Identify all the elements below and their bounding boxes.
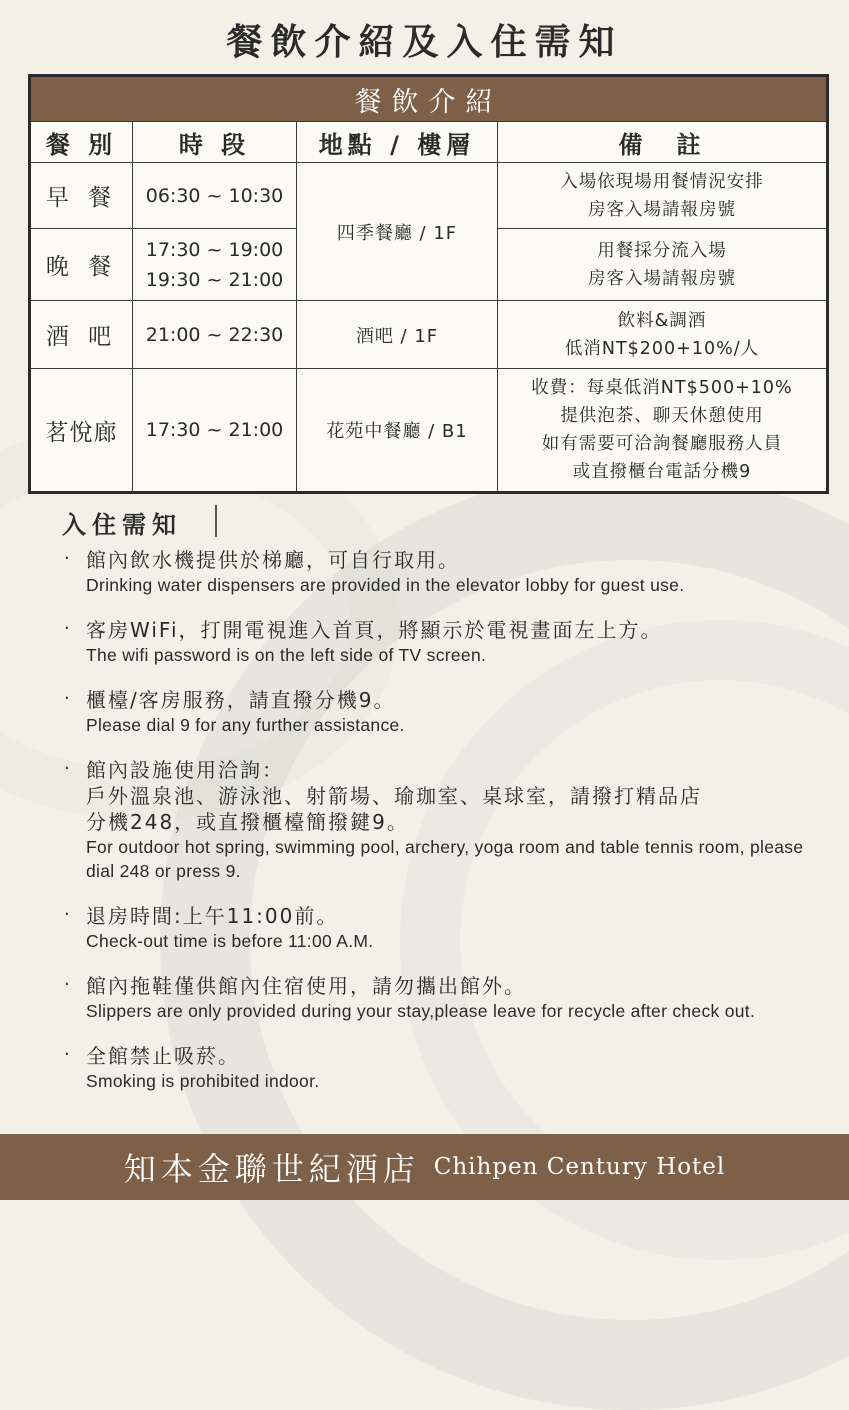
table-row (30, 163, 828, 229)
bullet: · (64, 904, 70, 925)
item-zh: 館內設施使用洽詢： (86, 758, 284, 782)
item-en: Check-out time is before 11:00 A.M. (86, 931, 374, 951)
note-line: 收費：每桌低消NT$500+10% (531, 378, 793, 398)
bullet: · (64, 758, 70, 779)
item-en: Drinking water dispensers are provided in the elevator lobby for guest use. (86, 575, 685, 595)
location-chinese-restaurant: 花苑中餐廳 / B1 (297, 369, 498, 493)
note-line: 房客入場請報房號 (588, 199, 736, 220)
list-item (64, 757, 804, 883)
location-shared: 四季餐廳 / 1F (297, 163, 498, 301)
table-row (30, 301, 828, 369)
note-line: 飲料&調酒 (617, 310, 707, 331)
item-en: The wifi password is on the left side of TV screen. (86, 645, 487, 665)
time-slot: 17:30 ~ 19:00 (145, 238, 284, 261)
time-slot: 21:00 ~ 22:30 (145, 323, 284, 346)
note-line: 入場依現場用餐情況安排 (560, 171, 764, 192)
header-notes: 備 註 (498, 122, 828, 163)
location-bar: 酒吧 / 1F (297, 301, 498, 369)
item-en: Please dial 9 for any further assistance. (86, 715, 405, 735)
list-item (64, 687, 804, 737)
item-zh: 館內飲水機提供於梯廳，可自行取用。 (86, 548, 460, 572)
checkin-heading: 入住需知 (62, 511, 182, 539)
time-cell (133, 163, 297, 229)
note-line: 低消NT$200+10%/人 (564, 338, 760, 359)
note-line: 房客入場請報房號 (588, 268, 736, 289)
header-time: 時 段 (133, 122, 297, 163)
bullet: · (64, 548, 70, 569)
item-zh: 分機248，或直撥櫃檯簡撥鍵9。 (86, 810, 409, 834)
heading-divider (215, 505, 217, 537)
item-zh: 櫃檯/客房服務，請直撥分機9。 (86, 688, 396, 712)
hotel-name-en: Chihpen Century Hotel (433, 1154, 726, 1180)
meal-bar: 酒 吧 (30, 301, 133, 369)
dining-table-title: 餐飲介紹 (30, 76, 828, 122)
list-item (64, 903, 804, 953)
header-meal: 餐 別 (30, 122, 133, 163)
time-slot: 06:30 ~ 10:30 (145, 184, 284, 207)
note-line: 如有需要可洽詢餐廳服務人員 (541, 434, 783, 454)
meal-dinner: 晚 餐 (30, 229, 133, 301)
item-zh: 館內拖鞋僅供館內住宿使用，請勿攜出館外。 (86, 974, 526, 998)
list-item (64, 1043, 804, 1093)
header-location: 地點 / 樓層 (297, 122, 498, 163)
item-zh: 客房WiFi，打開電視進入首頁，將顯示於電視畫面左上方。 (86, 618, 663, 642)
note-line: 提供泡茶、聊天休憩使用 (560, 406, 764, 426)
list-item (64, 973, 804, 1023)
note-line: 或直撥櫃台電話分機9 (572, 462, 752, 482)
bullet: · (64, 618, 70, 639)
item-zh: 退房時間:上午11:00前。 (86, 904, 339, 928)
item-en: For outdoor hot spring, swimming pool, archery, yoga room and table tennis room, please dial 248 or press 9. (86, 837, 804, 881)
item-zh: 戶外溫泉池、游泳池、射箭場、瑜珈室、桌球室，請撥打精品店 (86, 784, 702, 808)
time-slot: 19:30 ~ 21:00 (145, 268, 284, 291)
item-en: Slippers are only provided during your stay,please leave for recycle after check out. (86, 1001, 756, 1021)
notes-cell (498, 163, 828, 229)
footer-bar (0, 1134, 849, 1200)
item-en: Smoking is prohibited indoor. (86, 1071, 320, 1091)
note-line: 用餐採分流入場 (597, 240, 727, 261)
checkin-list (64, 547, 804, 1113)
time-cell (133, 301, 297, 369)
list-item (64, 617, 804, 667)
dining-table (28, 74, 829, 494)
meal-tea-lounge: 茗悅廊 (30, 369, 133, 493)
notes-cell (498, 369, 828, 493)
notes-cell (498, 229, 828, 301)
item-zh: 全館禁止吸菸。 (86, 1044, 240, 1068)
time-cell (133, 229, 297, 301)
notes-cell (498, 301, 828, 369)
table-row (30, 369, 828, 493)
bullet: · (64, 1044, 70, 1065)
list-item (64, 547, 804, 597)
hotel-name-zh: 知本金聯世紀酒店 (123, 1150, 420, 1188)
bullet: · (64, 688, 70, 709)
bullet: · (64, 974, 70, 995)
time-cell (133, 369, 297, 493)
page-title: 餐飲介紹及入住需知 (226, 22, 623, 63)
time-slot: 17:30 ~ 21:00 (145, 419, 284, 441)
meal-breakfast: 早 餐 (30, 163, 133, 229)
